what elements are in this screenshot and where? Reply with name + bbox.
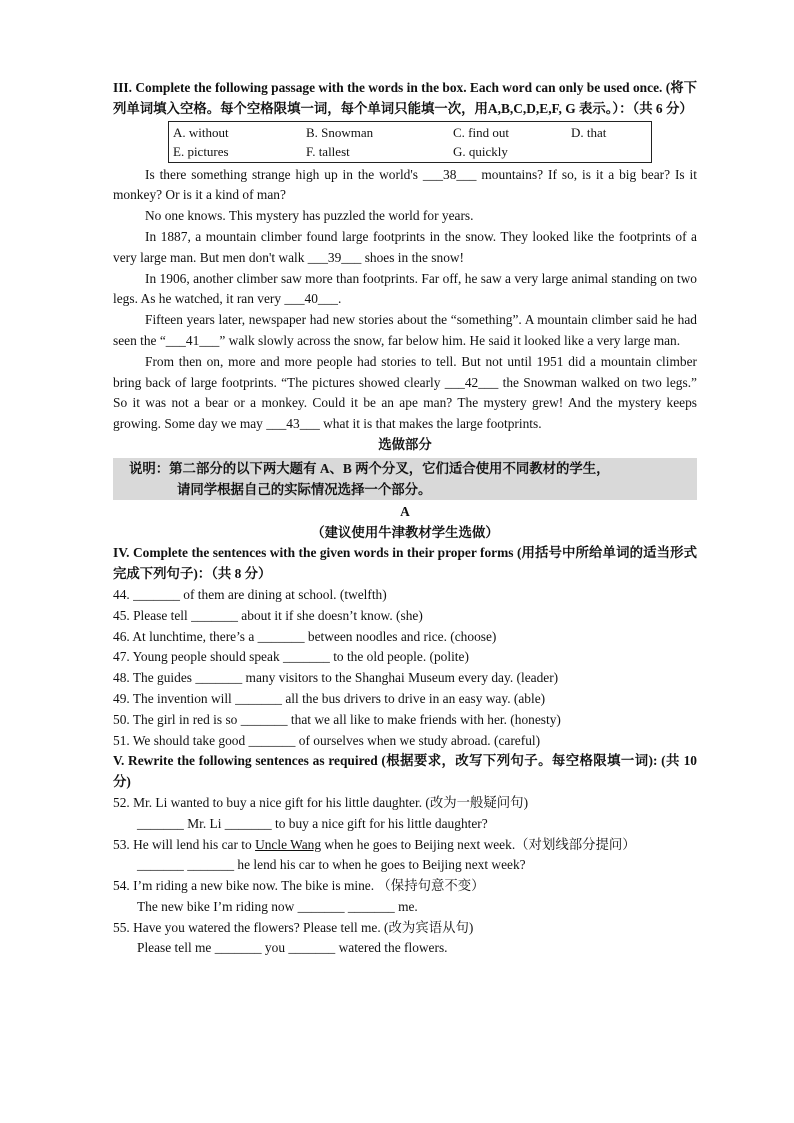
q53-text-b: when he goes to Beijing next week.（对划线部分提问）: [321, 836, 636, 852]
passage-paragraph: In 1906, another climber saw more than footprints. Far off, he saw a very large animal standing on two legs. As he watched, it ran very ___40___.: [113, 270, 697, 307]
word-box-row-2: [173, 142, 647, 161]
question-item: 48. The guides _______ many visitors to the Shanghai Museum every day. (leader): [113, 670, 559, 686]
instruction-note: [113, 458, 697, 500]
question-item: 51. We should take good _______ of ourselves when we study abroad. (careful): [113, 732, 541, 748]
q53-underlined: Uncle Wang: [255, 836, 322, 852]
word-box: [168, 121, 652, 163]
word-box-row-1: [173, 123, 647, 142]
passage-paragraph: No one knows. This mystery has puzzled the world for years.: [145, 208, 474, 224]
word-option: D. that: [571, 124, 607, 140]
passage-paragraph: From then on, more and more people had stories to tell. But not until 1951 did a mountain climber bring back of large footprints. “The pictures showed clearly ___42___ the Snowman walked on two legs.” So it was not a bear or a monkey. Could it be an ape man? The mystery grew! And the mystery keeps growing. Some day we may ___43___ what it is that makes the large footprints.: [113, 353, 697, 432]
question-item: 49. The invention will _______ all the bus drivers to drive in an easy way. (able): [113, 690, 546, 706]
optional-section-title: 选做部分: [378, 436, 432, 452]
word-option: C. find out: [453, 124, 509, 140]
note-line-2: 请同学根据自己的实际情况选择一个部分。: [177, 481, 432, 497]
word-option: G. quickly: [453, 143, 508, 159]
answer-line-55: Please tell me _______ you _______ watered the flowers.: [137, 940, 448, 956]
question-item: 47. Young people should speak _______ to the old people. (polite): [113, 649, 469, 665]
worksheet-page: [113, 78, 697, 959]
question-53: [113, 835, 697, 856]
word-option: F. tallest: [306, 143, 350, 159]
question-item: 44. _______ of them are dining at school. (twelfth): [113, 586, 387, 602]
passage-paragraph: Fifteen years later, newspaper had new stories about the “something”. A mountain climber said he had seen the “___41___” walk slowly across the snow, far below him. He said it looked like a very large man.: [113, 312, 697, 348]
section-3-heading: III. Complete the following passage with the words in the box. Each word can only be used once. (将下列单词填入空格。每个空格限填一词，每个单词只能填一次，用A,B,C,D,E,F, G 表示。）：（共 6 分）: [113, 80, 697, 116]
word-option: A. without: [173, 124, 229, 140]
question-item: 50. The girl in red is so _______ that we all like to make friends with her. (honesty): [113, 711, 561, 727]
part-subtitle: （建议使用牛津教材学生选做）: [311, 524, 499, 540]
question-item: 46. At lunchtime, there’s a _______ between noodles and rice. (choose): [113, 628, 497, 644]
passage-paragraph: Is there something strange high up in the world's ___38___ mountains? If so, is it a big bear? Is it monkey? Or is it a kind of man?: [113, 166, 697, 203]
passage-paragraph: In 1887, a mountain climber found large footprints in the snow. They looked like the footprints of a very large man. But men don't walk ___39___ shoes in the snow!: [113, 228, 697, 265]
q53-text-a: 53. He will lend his car to: [113, 836, 256, 852]
section-4-heading: IV. Complete the sentences with the given words in their proper forms (用括号中所给单词的适当形式完成下列句子)：（共 8 分）: [113, 545, 697, 582]
answer-line-54: The new bike I’m riding now _______ _______ me.: [137, 898, 418, 914]
question-55: 55. Have you watered the flowers? Please tell me. (改为宾语从句): [113, 919, 474, 935]
question-52: 52. Mr. Li wanted to buy a nice gift for his little daughter. (改为一般疑问句): [113, 794, 529, 810]
word-option: E. pictures: [173, 143, 229, 159]
word-option: B. Snowman: [306, 124, 374, 140]
part-label: A: [400, 503, 410, 519]
question-54: 54. I’m riding a new bike now. The bike is mine. （保持句意不变）: [113, 878, 485, 894]
section-5-heading: V. Rewrite the following sentences as required (根据要求，改写下列句子。每空格限填一词): (共 10 分): [113, 753, 697, 790]
answer-line-52: _______ Mr. Li _______ to buy a nice gift for his little daughter?: [137, 815, 488, 831]
note-line-1: 说明：第二部分的以下两大题有 A、B 两个分叉，它们适合使用不同教材的学生，: [129, 460, 610, 476]
answer-line-53: _______ _______ he lend his car to when he goes to Beijing next week?: [137, 857, 526, 873]
question-item: 45. Please tell _______ about it if she doesn’t know. (she): [113, 607, 423, 623]
